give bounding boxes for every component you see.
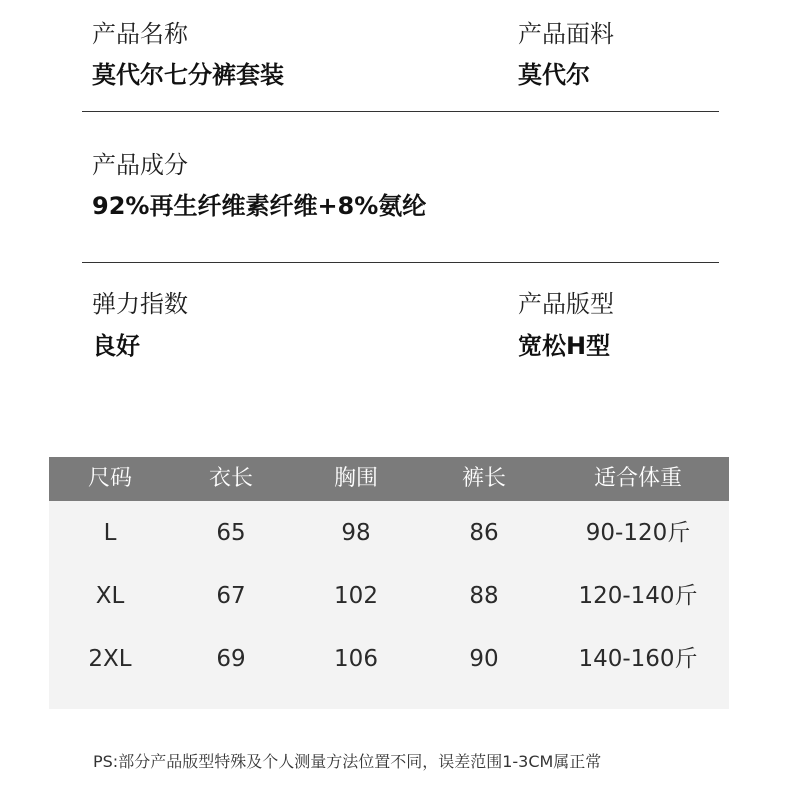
composition-value: 92%再生纤维素纤维+8%氨纶 [92,192,427,220]
cell-size: 2XL [88,646,132,672]
cell-weight: 120-140斤 [578,583,698,609]
composition-label: 产品成分 [92,151,188,179]
cell-pants-length: 86 [469,520,499,546]
size-table-header [49,457,729,501]
cell-bust: 98 [341,520,371,546]
cell-weight: 90-120斤 [585,520,691,546]
header-bust: 胸围 [333,466,378,491]
cell-top-length: 69 [216,646,246,672]
fabric-value: 莫代尔 [518,61,590,89]
table-row [49,629,729,689]
cell-pants-length: 88 [469,583,499,609]
elasticity-value: 良好 [92,332,140,360]
divider-1 [82,111,719,112]
measurement-note: PS:部分产品版型特殊及个人测量方法位置不同，误差范围1-3CM属正常 [93,752,602,771]
cell-weight: 140-160斤 [578,646,698,672]
header-weight: 适合体重 [593,466,682,491]
table-row [49,566,729,626]
product-name-label: 产品名称 [92,20,188,48]
cell-top-length: 65 [216,520,246,546]
fabric-label: 产品面料 [518,20,614,48]
cell-top-length: 67 [216,583,246,609]
cell-pants-length: 90 [469,646,499,672]
fit-label: 产品版型 [518,290,614,318]
cell-size: XL [95,583,125,609]
cell-size: L [103,520,117,546]
cell-bust: 106 [334,646,378,672]
cell-bust: 102 [334,583,378,609]
header-pants-length: 裤长 [461,466,506,491]
divider-2 [82,262,719,263]
elasticity-label: 弹力指数 [92,290,188,318]
header-top-length: 衣长 [208,466,253,491]
fit-value: 宽松H型 [518,332,611,360]
size-table [49,457,729,709]
header-size: 尺码 [87,466,132,491]
table-row [49,503,729,563]
product-name-value: 莫代尔七分裤套装 [92,61,284,89]
